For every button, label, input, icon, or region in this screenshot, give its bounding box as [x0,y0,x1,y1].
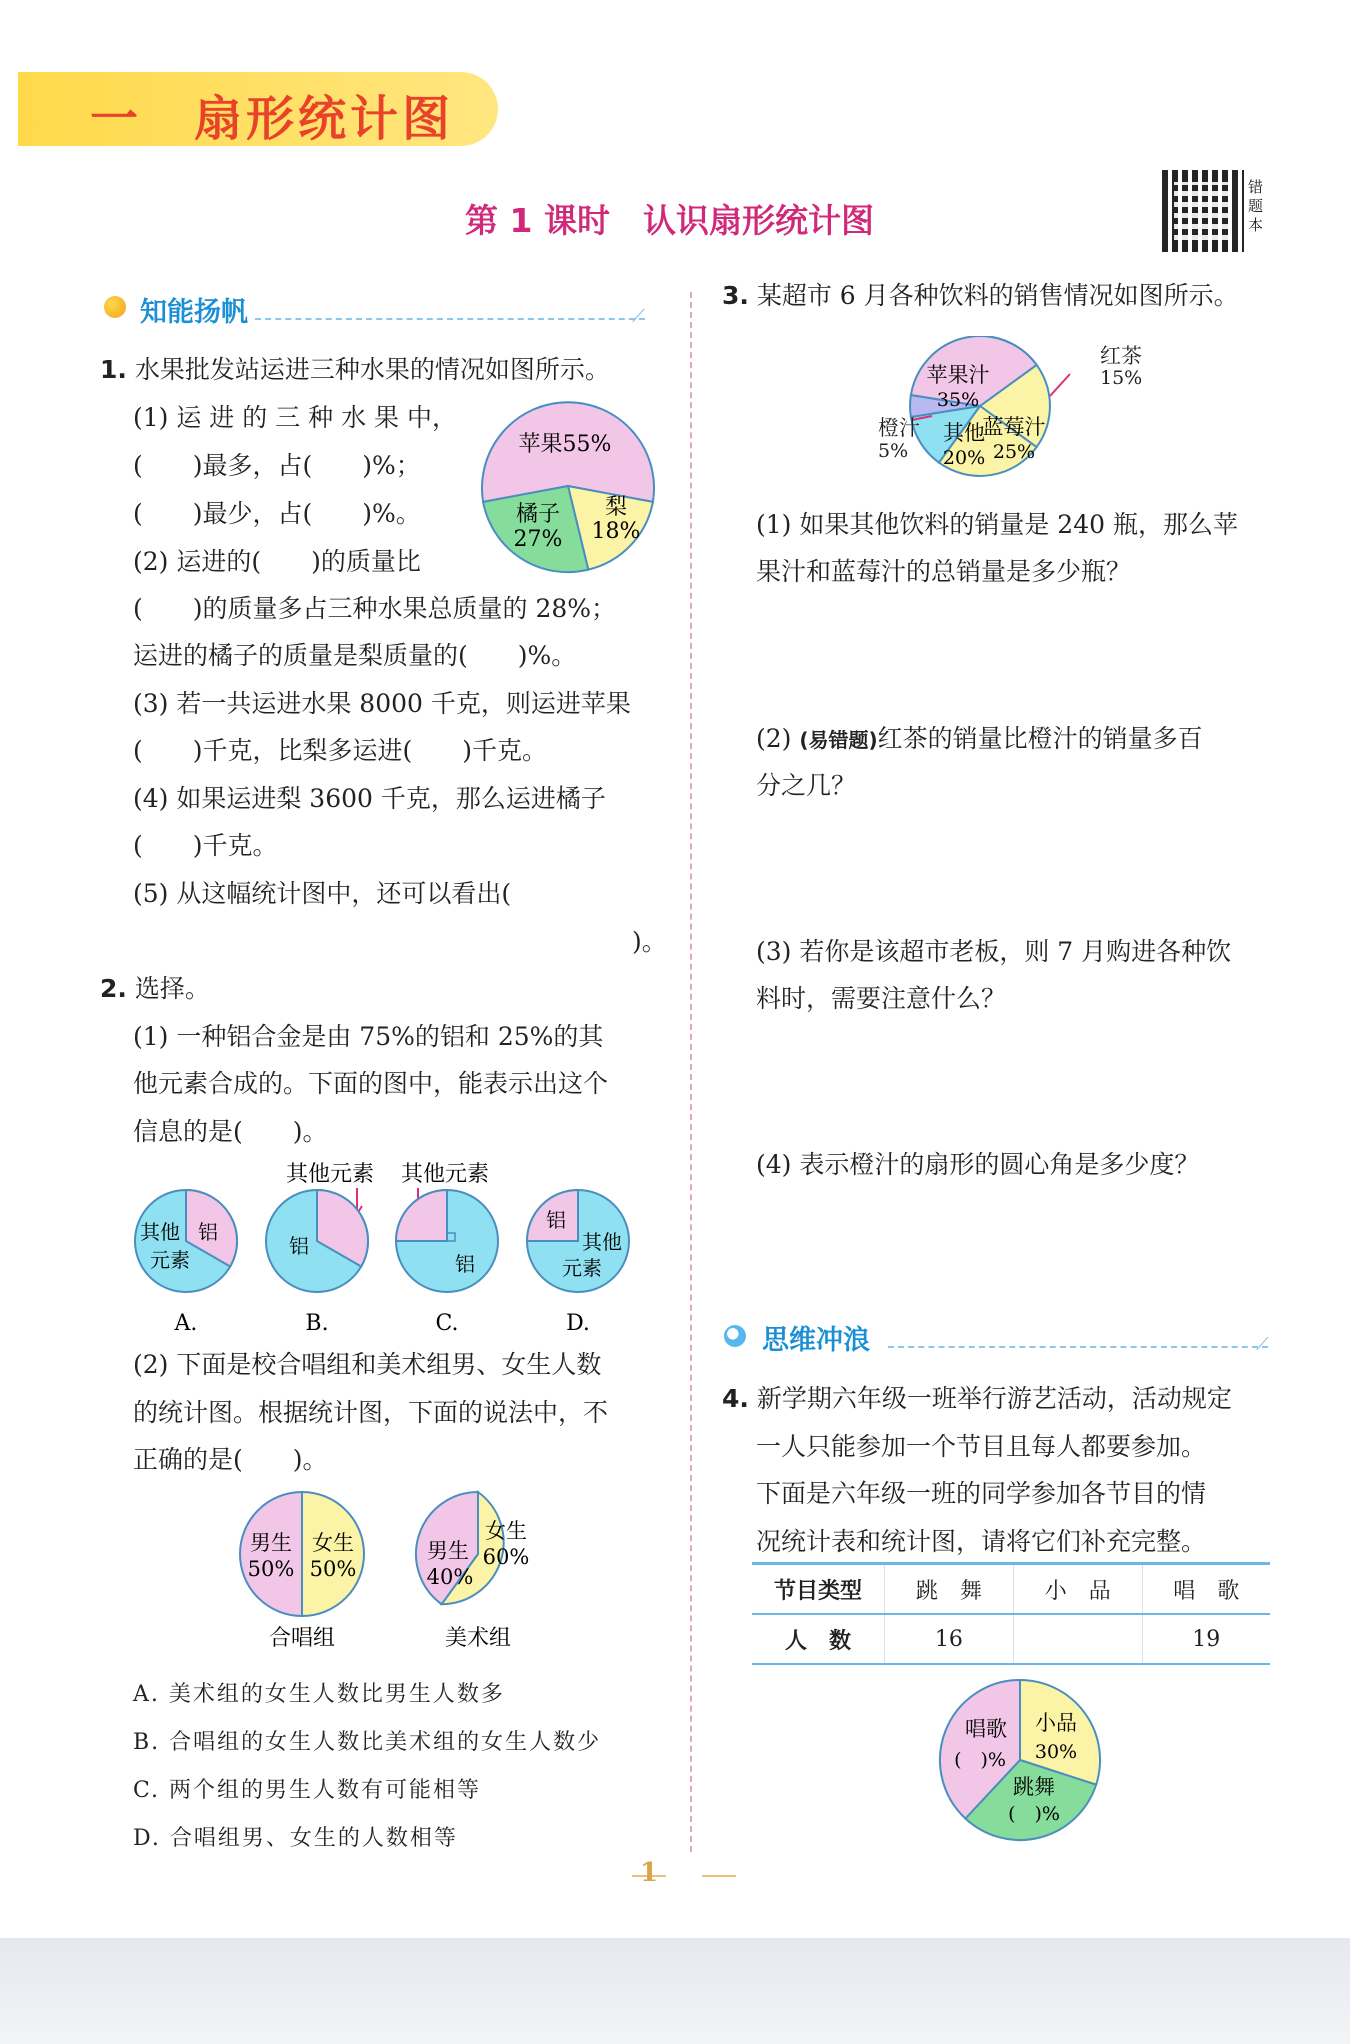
question-4 [722,1384,1232,1414]
question-3 [722,281,1239,311]
q1-line: ( )千克。 [133,831,278,860]
table-row [752,1614,1270,1664]
pie-label-pear-pct: 18% [591,519,641,544]
q2-line: 他元素合成的。下面的图中，能表示出这个 [133,1069,609,1098]
q3-line: (3) 若你是该超市老板，则 7 月购进各种饮 [756,937,1232,966]
q1-line: (5) 从这幅统计图中，还可以看出( [133,879,512,908]
callout-c: 其他元素 [400,1162,490,1187]
pie-label-girl-pct: 60% [482,1545,530,1569]
qr-code-icon[interactable] [1162,170,1244,252]
pie-label-blueberry-name: 蓝莓汁 [982,415,1046,439]
table-cell-sing-count: 19 [1142,1614,1270,1664]
pie-label-skit-name: 小品 [1035,1711,1077,1735]
pie-label-orange-name: 橙汁 [878,416,920,440]
question-2 [100,974,210,1004]
choice-b[interactable]: B. 合唱组的女生人数比美术组的女生人数少 [133,1730,602,1755]
q1-line: ( )最多，占( )%； [133,451,421,480]
alloy-options-figure [120,1150,650,1340]
option-a-pie[interactable] [135,1190,237,1292]
option-c-pie[interactable] [396,1190,498,1292]
pie-label-other: 其他 [140,1220,180,1244]
error-prone-tag: (易错题) [799,728,878,752]
choir-pie [240,1492,364,1616]
pie-label-al: 铝 [455,1252,475,1276]
q1-line: ( )千克，比梨多运进( )千克。 [133,736,548,765]
fruit-pie-chart [478,398,668,578]
sail-icon [104,296,126,318]
q1-line: (4) 如果运进梨 3600 千克，那么运进橘子 [133,784,606,813]
choice-a[interactable]: A. 美术组的女生人数比男生人数多 [133,1682,505,1707]
q3-line: 分之几？ [756,771,857,800]
table-cell-dance-count: 16 [885,1614,1014,1664]
q1-line: ( )最少，占( )%。 [133,499,421,528]
option-c-letter: C. [435,1311,459,1336]
table-header-type: 节目类型 [752,1564,885,1615]
q4-line: 况统计表和统计图，请将它们补充完整。 [756,1527,1207,1556]
q1-line: (3) 若一共运进水果 8000 千克，则运进苹果 [133,689,631,718]
choice-d[interactable]: D. 合唱组男、女生的人数相等 [133,1826,458,1851]
pie-label-other-name: 其他 [943,421,985,445]
q4-line: 下面是六年级一班的同学参加各节目的情 [756,1479,1207,1508]
q3-line: 料时，需要注意什么？ [756,984,1007,1013]
pie-label-tea-name: 红茶 [1100,344,1142,368]
page-bottom-edge [0,1938,1350,2044]
pie-label-tea-pct: 15% [1100,367,1143,389]
q1-line: ( )的质量多占三种水果总质量的 28%； [133,594,617,623]
pie-label-orange-pct: 27% [513,527,563,552]
question-number: 1. [100,355,127,384]
art-label: 美术组 [444,1626,512,1651]
pie-label-al: 铝 [289,1234,309,1258]
option-b-letter: B. [305,1311,329,1336]
section-divider [255,318,645,320]
pie-label-orange-name: 橘子 [515,502,561,527]
pie-label-girl-name: 女生 [312,1531,354,1555]
pie-label-apple: 苹果55% [518,432,612,457]
q1-line: (2) 运进的( )的质量比 [133,547,421,576]
moon-icon [724,1325,746,1347]
pie-label-apple-name: 苹果汁 [926,363,990,387]
pie-label-pear-name: 梨 [604,495,628,520]
question-number: 2. [100,974,127,1003]
section-divider [888,1346,1268,1348]
choice-c[interactable]: C. 两个组的男生人数有可能相等 [133,1778,482,1803]
pie-label-skit-pct: 30% [1034,1741,1078,1763]
option-b-pie[interactable] [266,1190,368,1292]
option-d-pie[interactable] [527,1190,629,1292]
pie-label-sing-name: 唱歌 [965,1717,1007,1741]
pie-label-orange-pct: 5% [878,440,909,462]
pie-label-dance-pct: ( )% [1008,1803,1060,1825]
table-cell-dance: 跳 舞 [885,1564,1014,1615]
q3-part2-number: (2) [756,724,800,753]
table-cell-skit-count[interactable] [1013,1614,1142,1664]
page-number-rule [702,1875,736,1877]
pie-label-girl-pct: 50% [309,1557,357,1581]
pie-label-other-pct: 20% [942,447,986,469]
section-title-siwei: 思维冲浪 [762,1325,870,1356]
option-a-letter: A. [174,1311,198,1336]
pie-label-apple-pct: 35% [936,389,980,411]
page-number: 1 [640,1858,659,1888]
q3-line [756,724,1203,755]
q3-line: (4) 表示橙汁的扇形的圆心角是多少度？ [756,1150,1200,1179]
program-stats-table [752,1562,1270,1665]
q2-line: 正确的是( )。 [133,1445,328,1474]
pie-label-other: 其他 [582,1230,622,1254]
chapter-title: 一 扇形统计图 [90,91,455,147]
question-number: 4. [722,1384,749,1413]
q1-line: (1) 运 进 的 三 种 水 果 中， [133,403,457,432]
qr-label: 错题本 [1248,178,1264,234]
tea-arrow [1050,374,1070,396]
wave-icon: ⟋ [1256,1334,1269,1355]
pie-slice-other [396,1190,447,1241]
q4-line: 一人只能参加一个节目且每人都要参加。 [756,1432,1207,1461]
pie-label-other: 元素 [150,1248,190,1272]
question-2-title: 选择。 [134,974,210,1003]
q2-line: 的统计图。根据统计图，下面的说法中，不 [133,1398,609,1427]
lesson-title: 第 1 课时 认识扇形统计图 [465,201,874,240]
q2-line: (1) 一种铝合金是由 75%的铝和 25%的其 [133,1022,604,1051]
wave-icon: ⟋ [632,306,645,327]
section-title-zhineng: 知能扬帆 [140,297,248,328]
question-1 [100,355,610,385]
pie-label-boy-name: 男生 [250,1531,292,1555]
q3-part2-text: 红茶的销量比橙汁的销量多百 [877,724,1203,753]
pie-label-boy-pct: 40% [426,1565,474,1589]
q2-line: 信息的是( )。 [133,1117,328,1146]
pie-label-blueberry-pct: 25% [992,441,1036,463]
pie-label-other: 元素 [562,1256,602,1280]
program-pie-chart [930,1672,1110,1852]
q3-line: 果汁和蓝莓汁的总销量是多少瓶？ [756,557,1132,586]
pie-label-al: 铝 [546,1208,566,1232]
column-divider [690,292,692,1852]
pie-label-sing-pct: ( )% [954,1749,1006,1771]
option-d-letter: D. [566,1311,590,1336]
choir-label: 合唱组 [268,1626,336,1651]
q1-line: )。 [632,927,667,956]
question-1-title: 水果批发站运进三种水果的情况如图所示。 [134,355,610,384]
callout-b: 其他元素 [285,1162,375,1187]
q4-line: 新学期六年级一班举行游艺活动，活动规定 [756,1384,1232,1413]
question-number: 3. [722,281,749,310]
pie-label-dance-name: 跳舞 [1013,1775,1055,1799]
q1-line: 运进的橘子的质量是梨质量的( )%。 [133,641,577,670]
choir-art-pie-charts [230,1490,550,1670]
table-cell-sing: 唱 歌 [1142,1564,1270,1615]
pie-label-boy-name: 男生 [427,1539,469,1563]
table-row [752,1564,1270,1615]
question-3-title: 某超市 6 月各种饮料的销售情况如图所示。 [756,281,1239,310]
table-cell-skit: 小 品 [1013,1564,1142,1615]
table-header-count: 人 数 [752,1614,885,1664]
q2-line: (2) 下面是校合唱组和美术组男、女生人数 [133,1350,602,1379]
pie-label-al: 铝 [198,1220,218,1244]
pie-label-boy-pct: 50% [247,1557,295,1581]
pie-label-girl-name: 女生 [485,1519,527,1543]
q3-line: (1) 如果其他饮料的销量是 240 瓶，那么苹 [756,510,1238,539]
art-pie [416,1492,529,1604]
